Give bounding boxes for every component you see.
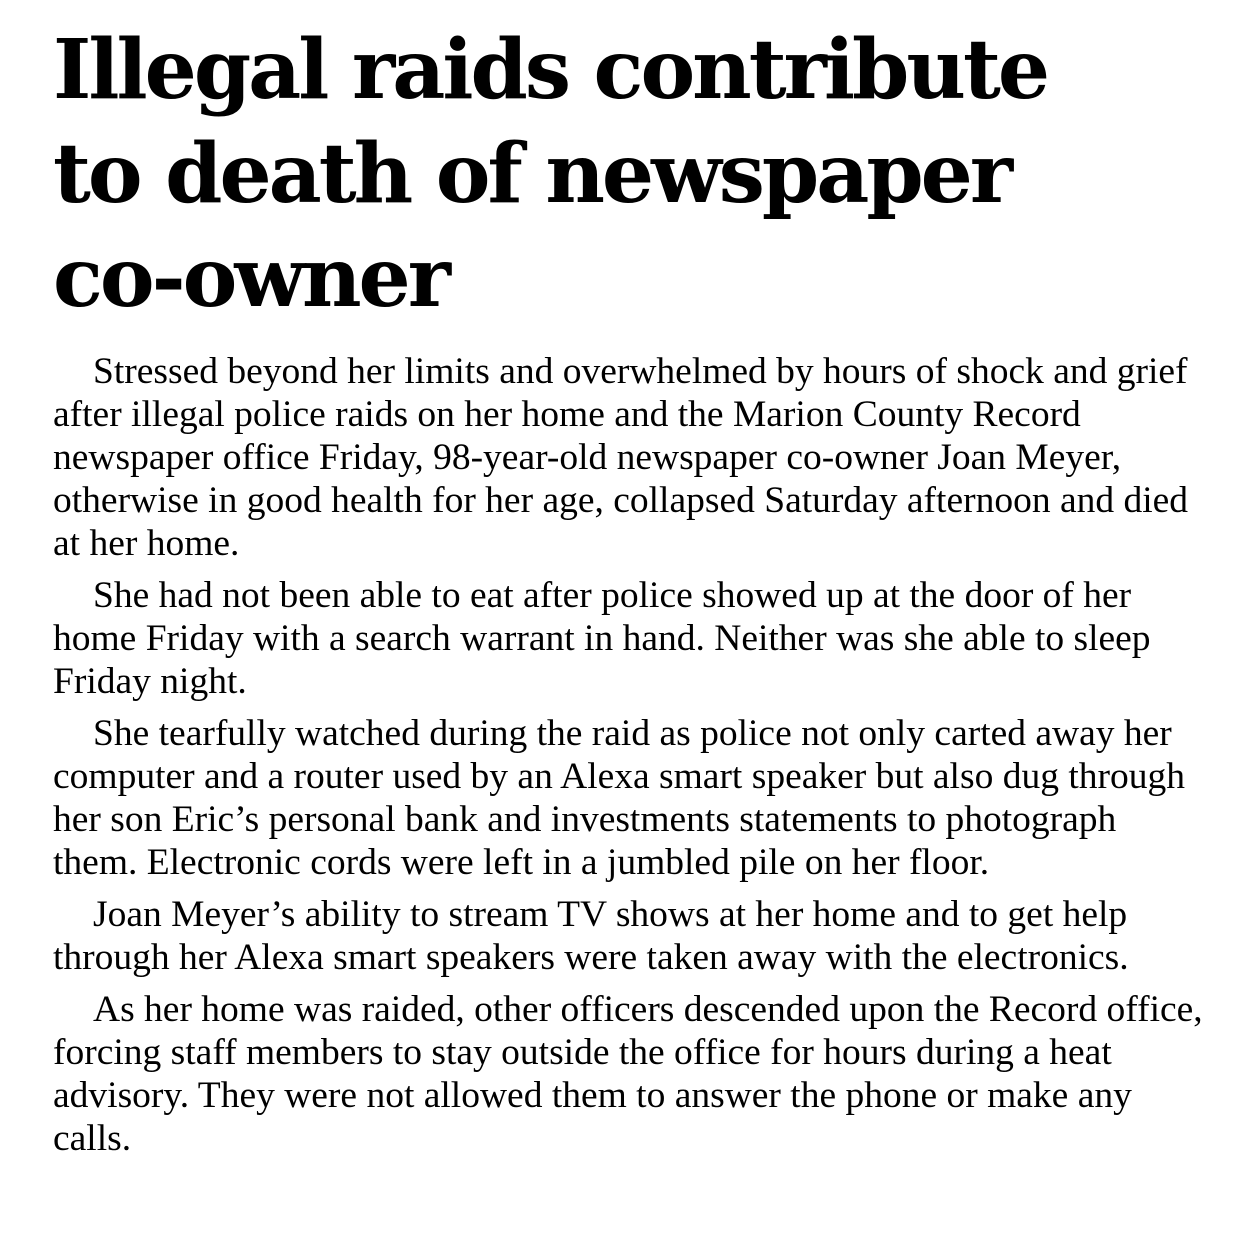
paragraph-1: Stressed beyond her limits and overwhelmed by hours of shock and grief after illegal police raids on her home and the Marion County Record newspaper office Friday, 98-year-old newspaper co-owner Joan Meyer, otherwise in good health for her age, collapsed Saturday afternoon and died at her home. xyxy=(53,351,1189,564)
article-body xyxy=(53,350,1203,1160)
paragraph-4: Joan Meyer’s ability to stream TV shows at her home and to get help through her Alexa smart speakers were taken away with the electronics. xyxy=(53,894,1129,978)
news-article xyxy=(53,18,1203,1169)
headline: Illegal raids contribute to death of newspaper co-owner xyxy=(53,22,1047,326)
paragraph-5: As her home was raided, other officers descended upon the Record office, forcing staff members to stay outside the office for hours during a heat advisory. They were not allowed them to answer the phone or make any calls. xyxy=(53,989,1203,1159)
paragraph-2: She had not been able to eat after police showed up at the door of her home Friday with a search warrant in hand. Neither was she able to sleep Friday night. xyxy=(53,575,1151,702)
paragraph-3: She tearfully watched during the raid as police not only carted away her computer and a router used by an Alexa smart speaker but also dug through her son Eric’s personal bank and investments statements to photograph them. Electronic cords were left in a jumbled pile on her floor. xyxy=(53,713,1185,883)
